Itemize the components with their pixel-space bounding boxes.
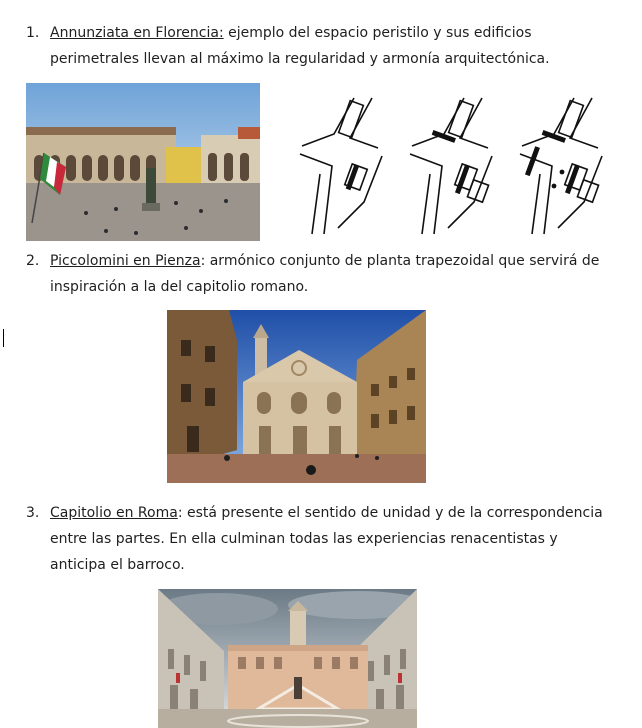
item-number: 2. [26,253,40,269]
pienza-photo [167,310,426,483]
item-number: 1. [26,25,40,41]
annunziata-plan-drawings [292,94,606,238]
capitolio-photo [158,589,417,728]
list-item-1 [26,20,616,72]
item-description: : está presente el sentido de unidad y de la correspondencia entre las partes. En ella culminan todas las experiencias renacentistas y anticipa el barroco. [50,505,603,573]
annunziata-photo [26,83,260,241]
item-text [50,500,616,578]
item-description: ejemplo del espacio peristilo y sus edificios perimetrales llevan al máximo la regularidad y armonía arquitectónica. [50,25,550,67]
item-title-link[interactable]: Annunziata en Florencia: [50,25,224,41]
item-number: 3. [26,505,40,521]
item-description: : armónico conjunto de planta trapezoidal que servirá de inspiración a la del capitolio romano. [50,253,600,295]
item-title-link[interactable]: Piccolomini en Pienza [50,253,201,269]
text-cursor [3,329,4,347]
item-title-link[interactable]: Capitolio en Roma [50,505,178,521]
item-text [50,248,616,300]
list-item-2 [26,248,616,300]
list-item-3 [26,500,616,578]
item-text [50,20,616,72]
